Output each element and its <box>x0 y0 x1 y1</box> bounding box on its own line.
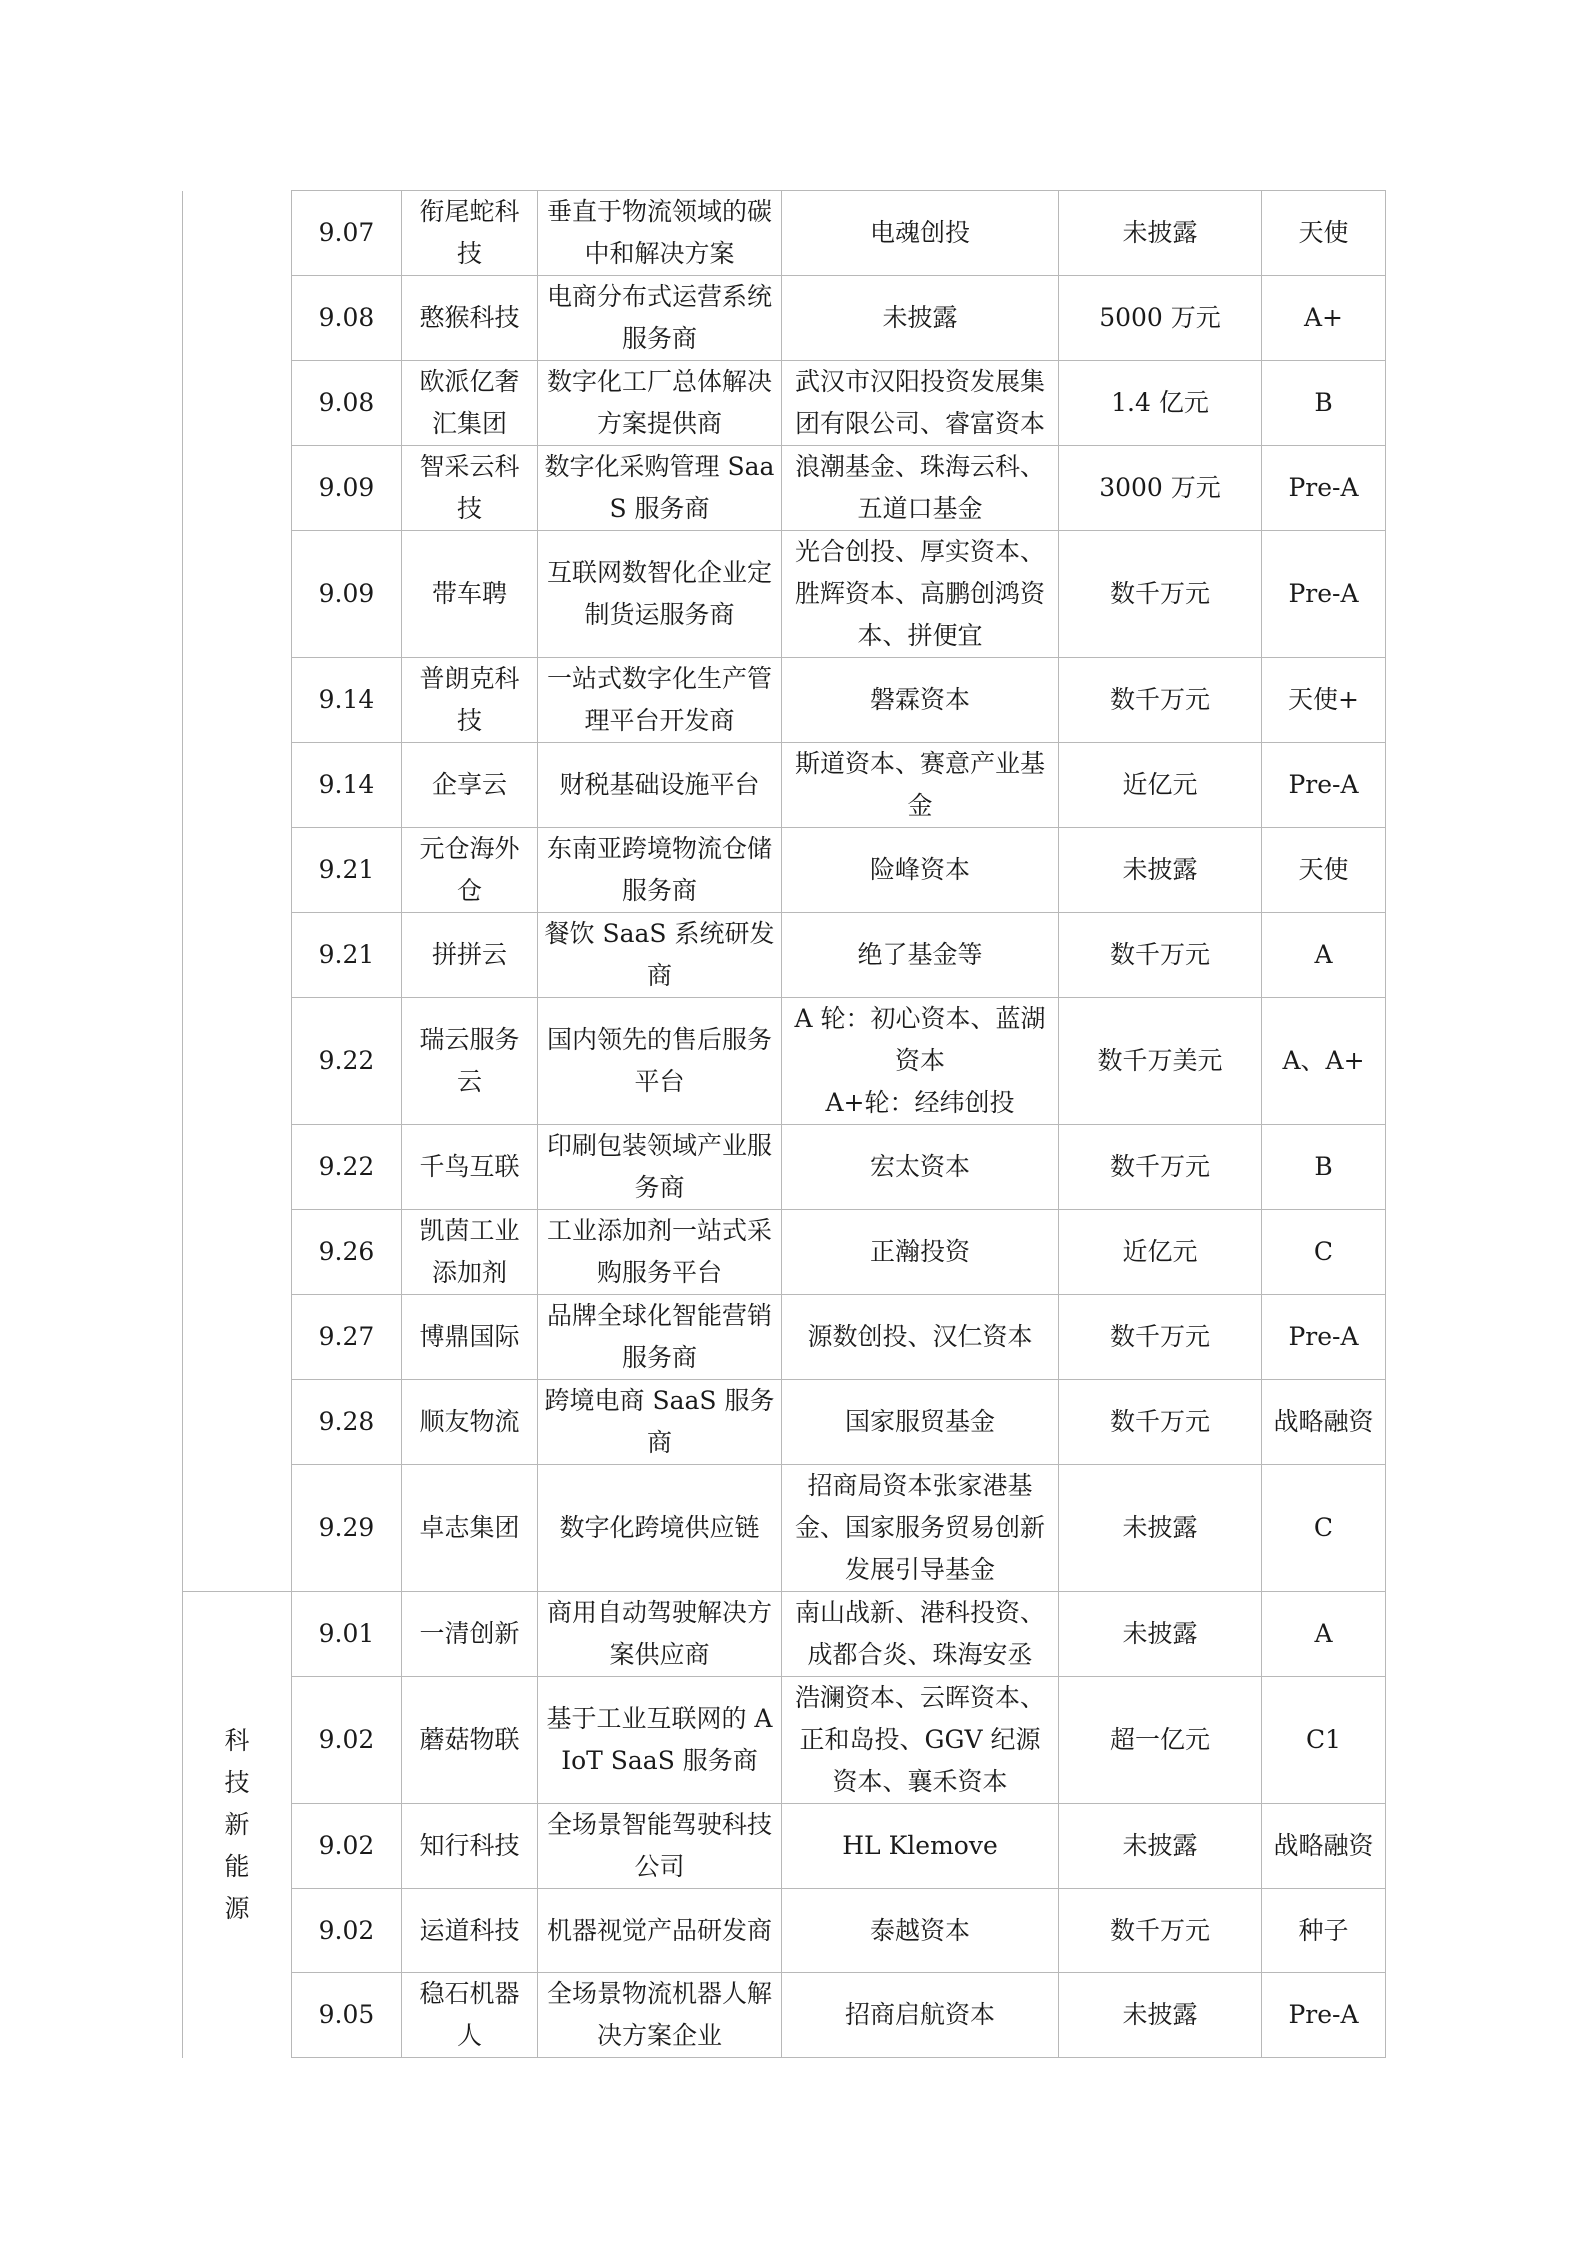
company-cell: 欧派亿奢汇集团 <box>402 361 538 446</box>
investors-cell: 险峰资本 <box>782 828 1059 913</box>
amount-cell: 未披露 <box>1059 828 1262 913</box>
table-row <box>183 276 1386 361</box>
amount-cell: 数千万美元 <box>1059 998 1262 1125</box>
investors-cell: 泰越资本 <box>782 1889 1059 1973</box>
funding-table <box>182 190 1386 2058</box>
company-cell: 顺友物流 <box>402 1380 538 1465</box>
business-cell: 工业添加剂一站式采购服务平台 <box>538 1210 782 1295</box>
table-row <box>183 828 1386 913</box>
investors-cell: 招商启航资本 <box>782 1973 1059 2058</box>
table-row <box>183 1973 1386 2058</box>
company-cell: 知行科技 <box>402 1804 538 1889</box>
business-cell: 数字化工厂总体解决方案提供商 <box>538 361 782 446</box>
company-cell: 衔尾蛇科技 <box>402 191 538 276</box>
amount-cell: 5000 万元 <box>1059 276 1262 361</box>
round-cell: B <box>1262 1125 1386 1210</box>
investors-cell: HL Klemove <box>782 1804 1059 1889</box>
date-cell: 9.22 <box>292 998 402 1125</box>
business-cell: 跨境电商 SaaS 服务商 <box>538 1380 782 1465</box>
business-cell: 全场景物流机器人解决方案企业 <box>538 1973 782 2058</box>
date-cell: 9.05 <box>292 1973 402 2058</box>
amount-cell: 未披露 <box>1059 1592 1262 1677</box>
date-cell: 9.14 <box>292 743 402 828</box>
amount-cell: 未披露 <box>1059 1804 1262 1889</box>
company-cell: 稳石机器人 <box>402 1973 538 2058</box>
table-row <box>183 1295 1386 1380</box>
company-cell: 运道科技 <box>402 1889 538 1973</box>
investors-cell: 磐霖资本 <box>782 658 1059 743</box>
round-cell: Pre-A <box>1262 1295 1386 1380</box>
date-cell: 9.29 <box>292 1465 402 1592</box>
investors-cell: A 轮：初心资本、蓝湖资本 A+轮：经纬创投 <box>782 998 1059 1125</box>
investors-cell: 电魂创投 <box>782 191 1059 276</box>
round-cell: A、A+ <box>1262 998 1386 1125</box>
company-cell: 带车聘 <box>402 531 538 658</box>
category-cell <box>183 1592 292 2058</box>
round-cell: B <box>1262 361 1386 446</box>
amount-cell: 未披露 <box>1059 1973 1262 2058</box>
round-cell: A+ <box>1262 276 1386 361</box>
date-cell: 9.27 <box>292 1295 402 1380</box>
date-cell: 9.07 <box>292 191 402 276</box>
category-cell <box>183 191 292 1592</box>
date-cell: 9.02 <box>292 1804 402 1889</box>
company-cell: 千鸟互联 <box>402 1125 538 1210</box>
amount-cell: 近亿元 <box>1059 1210 1262 1295</box>
funding-table-body <box>183 191 1386 2058</box>
round-cell: A <box>1262 913 1386 998</box>
table-row <box>183 1677 1386 1804</box>
investors-cell: 招商局资本张家港基金、国家服务贸易创新发展引导基金 <box>782 1465 1059 1592</box>
amount-cell: 未披露 <box>1059 1465 1262 1592</box>
company-cell: 卓志集团 <box>402 1465 538 1592</box>
investors-cell: 斯道资本、赛意产业基金 <box>782 743 1059 828</box>
table-row <box>183 743 1386 828</box>
business-cell: 国内领先的售后服务平台 <box>538 998 782 1125</box>
round-cell: Pre-A <box>1262 743 1386 828</box>
table-row <box>183 531 1386 658</box>
business-cell: 一站式数字化生产管理平台开发商 <box>538 658 782 743</box>
business-cell: 印刷包装领域产业服务商 <box>538 1125 782 1210</box>
date-cell: 9.14 <box>292 658 402 743</box>
investors-cell: 南山战新、港科投资、成都合炎、珠海安丞 <box>782 1592 1059 1677</box>
date-cell: 9.28 <box>292 1380 402 1465</box>
business-cell: 数字化跨境供应链 <box>538 1465 782 1592</box>
table-row <box>183 1592 1386 1677</box>
investors-cell: 光合创投、厚实资本、胜辉资本、高鹏创鸿资本、拼便宜 <box>782 531 1059 658</box>
business-cell: 基于工业互联网的 AIoT SaaS 服务商 <box>538 1677 782 1804</box>
table-row <box>183 658 1386 743</box>
round-cell: 战略融资 <box>1262 1804 1386 1889</box>
investors-cell: 国家服贸基金 <box>782 1380 1059 1465</box>
table-row <box>183 1380 1386 1465</box>
round-cell: Pre-A <box>1262 446 1386 531</box>
amount-cell: 数千万元 <box>1059 1125 1262 1210</box>
company-cell: 智采云科技 <box>402 446 538 531</box>
company-cell: 憨猴科技 <box>402 276 538 361</box>
amount-cell: 数千万元 <box>1059 1380 1262 1465</box>
funding-table-page <box>182 190 1386 2058</box>
round-cell: 战略融资 <box>1262 1380 1386 1465</box>
company-cell: 企享云 <box>402 743 538 828</box>
table-row <box>183 1804 1386 1889</box>
amount-cell: 近亿元 <box>1059 743 1262 828</box>
date-cell: 9.08 <box>292 361 402 446</box>
round-cell: 种子 <box>1262 1889 1386 1973</box>
date-cell: 9.21 <box>292 828 402 913</box>
business-cell: 品牌全球化智能营销服务商 <box>538 1295 782 1380</box>
category-label: 科技新能源 <box>224 1725 250 1923</box>
amount-cell: 未披露 <box>1059 191 1262 276</box>
company-cell: 拼拼云 <box>402 913 538 998</box>
table-row <box>183 1125 1386 1210</box>
business-cell: 电商分布式运营系统服务商 <box>538 276 782 361</box>
investors-cell: 源数创投、汉仁资本 <box>782 1295 1059 1380</box>
investors-cell: 浪潮基金、珠海云科、五道口基金 <box>782 446 1059 531</box>
round-cell: C1 <box>1262 1677 1386 1804</box>
table-row <box>183 1889 1386 1973</box>
business-cell: 财税基础设施平台 <box>538 743 782 828</box>
business-cell: 商用自动驾驶解决方案供应商 <box>538 1592 782 1677</box>
round-cell: A <box>1262 1592 1386 1677</box>
table-row <box>183 361 1386 446</box>
company-cell: 普朗克科技 <box>402 658 538 743</box>
date-cell: 9.09 <box>292 531 402 658</box>
amount-cell: 数千万元 <box>1059 531 1262 658</box>
table-row <box>183 1465 1386 1592</box>
business-cell: 机器视觉产品研发商 <box>538 1889 782 1973</box>
round-cell: 天使 <box>1262 191 1386 276</box>
date-cell: 9.01 <box>292 1592 402 1677</box>
amount-cell: 3000 万元 <box>1059 446 1262 531</box>
round-cell: 天使 <box>1262 828 1386 913</box>
date-cell: 9.09 <box>292 446 402 531</box>
investors-cell: 未披露 <box>782 276 1059 361</box>
round-cell: C <box>1262 1465 1386 1592</box>
investors-cell: 绝了基金等 <box>782 913 1059 998</box>
company-cell: 蘑菇物联 <box>402 1677 538 1804</box>
business-cell: 餐饮 SaaS 系统研发商 <box>538 913 782 998</box>
table-row <box>183 1210 1386 1295</box>
investors-cell: 武汉市汉阳投资发展集团有限公司、睿富资本 <box>782 361 1059 446</box>
business-cell: 垂直于物流领域的碳中和解决方案 <box>538 191 782 276</box>
table-row <box>183 913 1386 998</box>
amount-cell: 数千万元 <box>1059 913 1262 998</box>
amount-cell: 数千万元 <box>1059 658 1262 743</box>
table-row <box>183 446 1386 531</box>
round-cell: 天使+ <box>1262 658 1386 743</box>
amount-cell: 数千万元 <box>1059 1889 1262 1973</box>
investors-cell: 浩澜资本、云晖资本、正和岛投、GGV 纪源资本、襄禾资本 <box>782 1677 1059 1804</box>
business-cell: 全场景智能驾驶科技公司 <box>538 1804 782 1889</box>
investors-cell: 正瀚投资 <box>782 1210 1059 1295</box>
table-row <box>183 998 1386 1125</box>
company-cell: 瑞云服务云 <box>402 998 538 1125</box>
investors-cell: 宏太资本 <box>782 1125 1059 1210</box>
amount-cell: 超一亿元 <box>1059 1677 1262 1804</box>
amount-cell: 数千万元 <box>1059 1295 1262 1380</box>
date-cell: 9.08 <box>292 276 402 361</box>
date-cell: 9.21 <box>292 913 402 998</box>
round-cell: Pre-A <box>1262 1973 1386 2058</box>
company-cell: 凯茵工业添加剂 <box>402 1210 538 1295</box>
amount-cell: 1.4 亿元 <box>1059 361 1262 446</box>
date-cell: 9.02 <box>292 1677 402 1804</box>
table-row <box>183 191 1386 276</box>
date-cell: 9.02 <box>292 1889 402 1973</box>
round-cell: Pre-A <box>1262 531 1386 658</box>
company-cell: 元仓海外仓 <box>402 828 538 913</box>
date-cell: 9.26 <box>292 1210 402 1295</box>
company-cell: 一清创新 <box>402 1592 538 1677</box>
date-cell: 9.22 <box>292 1125 402 1210</box>
business-cell: 互联网数智化企业定制货运服务商 <box>538 531 782 658</box>
business-cell: 数字化采购管理 SaaS 服务商 <box>538 446 782 531</box>
round-cell: C <box>1262 1210 1386 1295</box>
company-cell: 博鼎国际 <box>402 1295 538 1380</box>
business-cell: 东南亚跨境物流仓储服务商 <box>538 828 782 913</box>
